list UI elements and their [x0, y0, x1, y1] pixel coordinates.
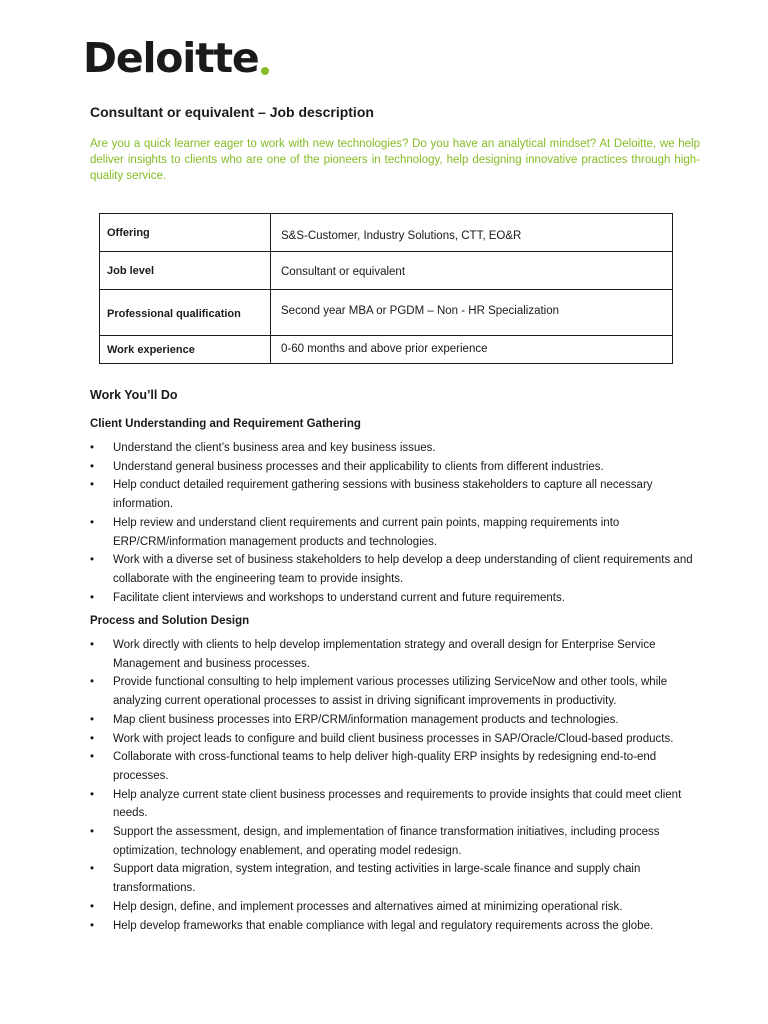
list-item-text: Help review and understand client requirements and current pain points, mapping requirements into ERP/CRM/information management products and technologies. — [113, 516, 620, 548]
deloitte-logo — [83, 34, 269, 82]
bullet-icon: • — [90, 442, 95, 454]
row-label: Work experience — [100, 336, 271, 364]
table-row — [100, 252, 673, 290]
process-design-list — [90, 636, 705, 935]
list-item-text: Map client business processes into ERP/CRM/information management products and technologies. — [113, 713, 619, 726]
table-row — [100, 290, 673, 336]
row-value: Consultant or equivalent — [271, 252, 673, 290]
row-label: Job level — [100, 252, 271, 290]
bullet-icon: • — [90, 900, 95, 913]
work-heading: Work You’ll Do — [90, 388, 178, 402]
logo-text: Deloitte — [83, 34, 259, 82]
list-item — [90, 823, 705, 860]
table-row — [100, 214, 673, 252]
list-item — [90, 711, 705, 730]
list-item-text: Work directly with clients to help develop implementation strategy and overall design for Enterprise Service Management and business processes. — [113, 639, 656, 670]
bullet-icon: • — [90, 788, 95, 801]
table-row — [100, 336, 673, 364]
list-item-text: Support the assessment, design, and implementation of finance transformation initiatives, including process optimization, technology enablement, and operating model redesign. — [113, 826, 660, 857]
list-item — [90, 917, 705, 936]
bullet-icon: • — [90, 591, 95, 604]
row-label: Offering — [100, 214, 271, 252]
bullet-icon: • — [90, 713, 95, 726]
list-item-text: Provide functional consulting to help implement various processes utilizing ServiceNow and other tools, while analyzing current operational processes to assist in driving significant improvements in productivity. — [113, 676, 668, 708]
list-item-text: Support data migration, system integration, and testing activities in large-scale finance and supply chain transformations. — [113, 863, 641, 895]
list-item — [90, 458, 705, 477]
row-value: Second year MBA or PGDM – Non - HR Specialization — [271, 290, 673, 336]
bullet-icon: • — [90, 479, 95, 492]
section-title-requirements: Client Understanding and Requirement Gathering — [90, 418, 361, 430]
list-item — [90, 860, 705, 897]
intro-paragraph: Are you a quick learner eager to work with new technologies? Do you have an analytical mindset? At Deloitte, we help deliver insights to clients who are one of the pioneers in technology, help designing innovative practices through high-quality service. — [90, 138, 700, 182]
list-item — [90, 786, 705, 823]
requirements-list — [90, 439, 705, 607]
list-item-text: Work with project leads to configure and build client business processes in SAP/Oracle/Cloud-based products. — [113, 732, 674, 745]
row-value: 0-60 months and above prior experience — [271, 336, 673, 364]
list-item-text: Help develop frameworks that enable compliance with legal and regulatory requirements across the globe. — [113, 919, 654, 932]
bullet-icon: • — [90, 919, 95, 932]
list-item-text: Facilitate client interviews and workshops to understand current and future requirements. — [113, 591, 565, 604]
bullet-icon: • — [90, 863, 95, 876]
row-value: S&S-Customer, Industry Solutions, CTT, EO&R — [271, 214, 673, 252]
bullet-icon: • — [90, 732, 95, 745]
row-label: Professional qualification — [100, 290, 271, 336]
list-item — [90, 673, 705, 710]
list-item-text: Collaborate with cross-functional teams to help deliver high-quality ERP insights by redesigning end-to-end processes. — [113, 751, 657, 782]
logo-green-dot-icon — [261, 67, 269, 75]
list-item — [90, 551, 705, 588]
bullet-icon: • — [90, 460, 95, 473]
bullet-icon: • — [90, 639, 95, 651]
section-title-process-design: Process and Solution Design — [90, 615, 250, 627]
list-item-text: Help conduct detailed requirement gathering sessions with business stakeholders to capture all necessary information. — [113, 479, 653, 511]
list-item — [90, 439, 705, 458]
bullet-icon: • — [90, 676, 95, 689]
bullet-icon: • — [90, 516, 95, 529]
list-item — [90, 730, 705, 749]
list-item — [90, 636, 705, 673]
list-item-text: Help analyze current state client business processes and requirements to provide insights that could meet client needs. — [113, 788, 682, 820]
list-item — [90, 748, 705, 785]
list-item — [90, 514, 705, 551]
list-item-text: Understand general business processes and their applicability to clients from different industries. — [113, 460, 604, 473]
list-item-text: Help design, define, and implement processes and alternatives aimed at minimizing operational risk. — [113, 900, 623, 913]
list-item — [90, 898, 705, 917]
bullet-icon: • — [90, 554, 95, 567]
list-item-text: Understand the client’s business area and key business issues. — [113, 442, 436, 454]
page-title: Consultant or equivalent – Job description — [90, 104, 374, 120]
list-item-text: Work with a diverse set of business stakeholders to help develop a deep understanding of client requirements and collaborate with the engineering team to provide insights. — [113, 554, 693, 585]
list-item — [90, 589, 705, 608]
list-item — [90, 476, 705, 513]
bullet-icon: • — [90, 751, 95, 764]
bullet-icon: • — [90, 826, 95, 839]
job-info-table — [99, 213, 673, 364]
